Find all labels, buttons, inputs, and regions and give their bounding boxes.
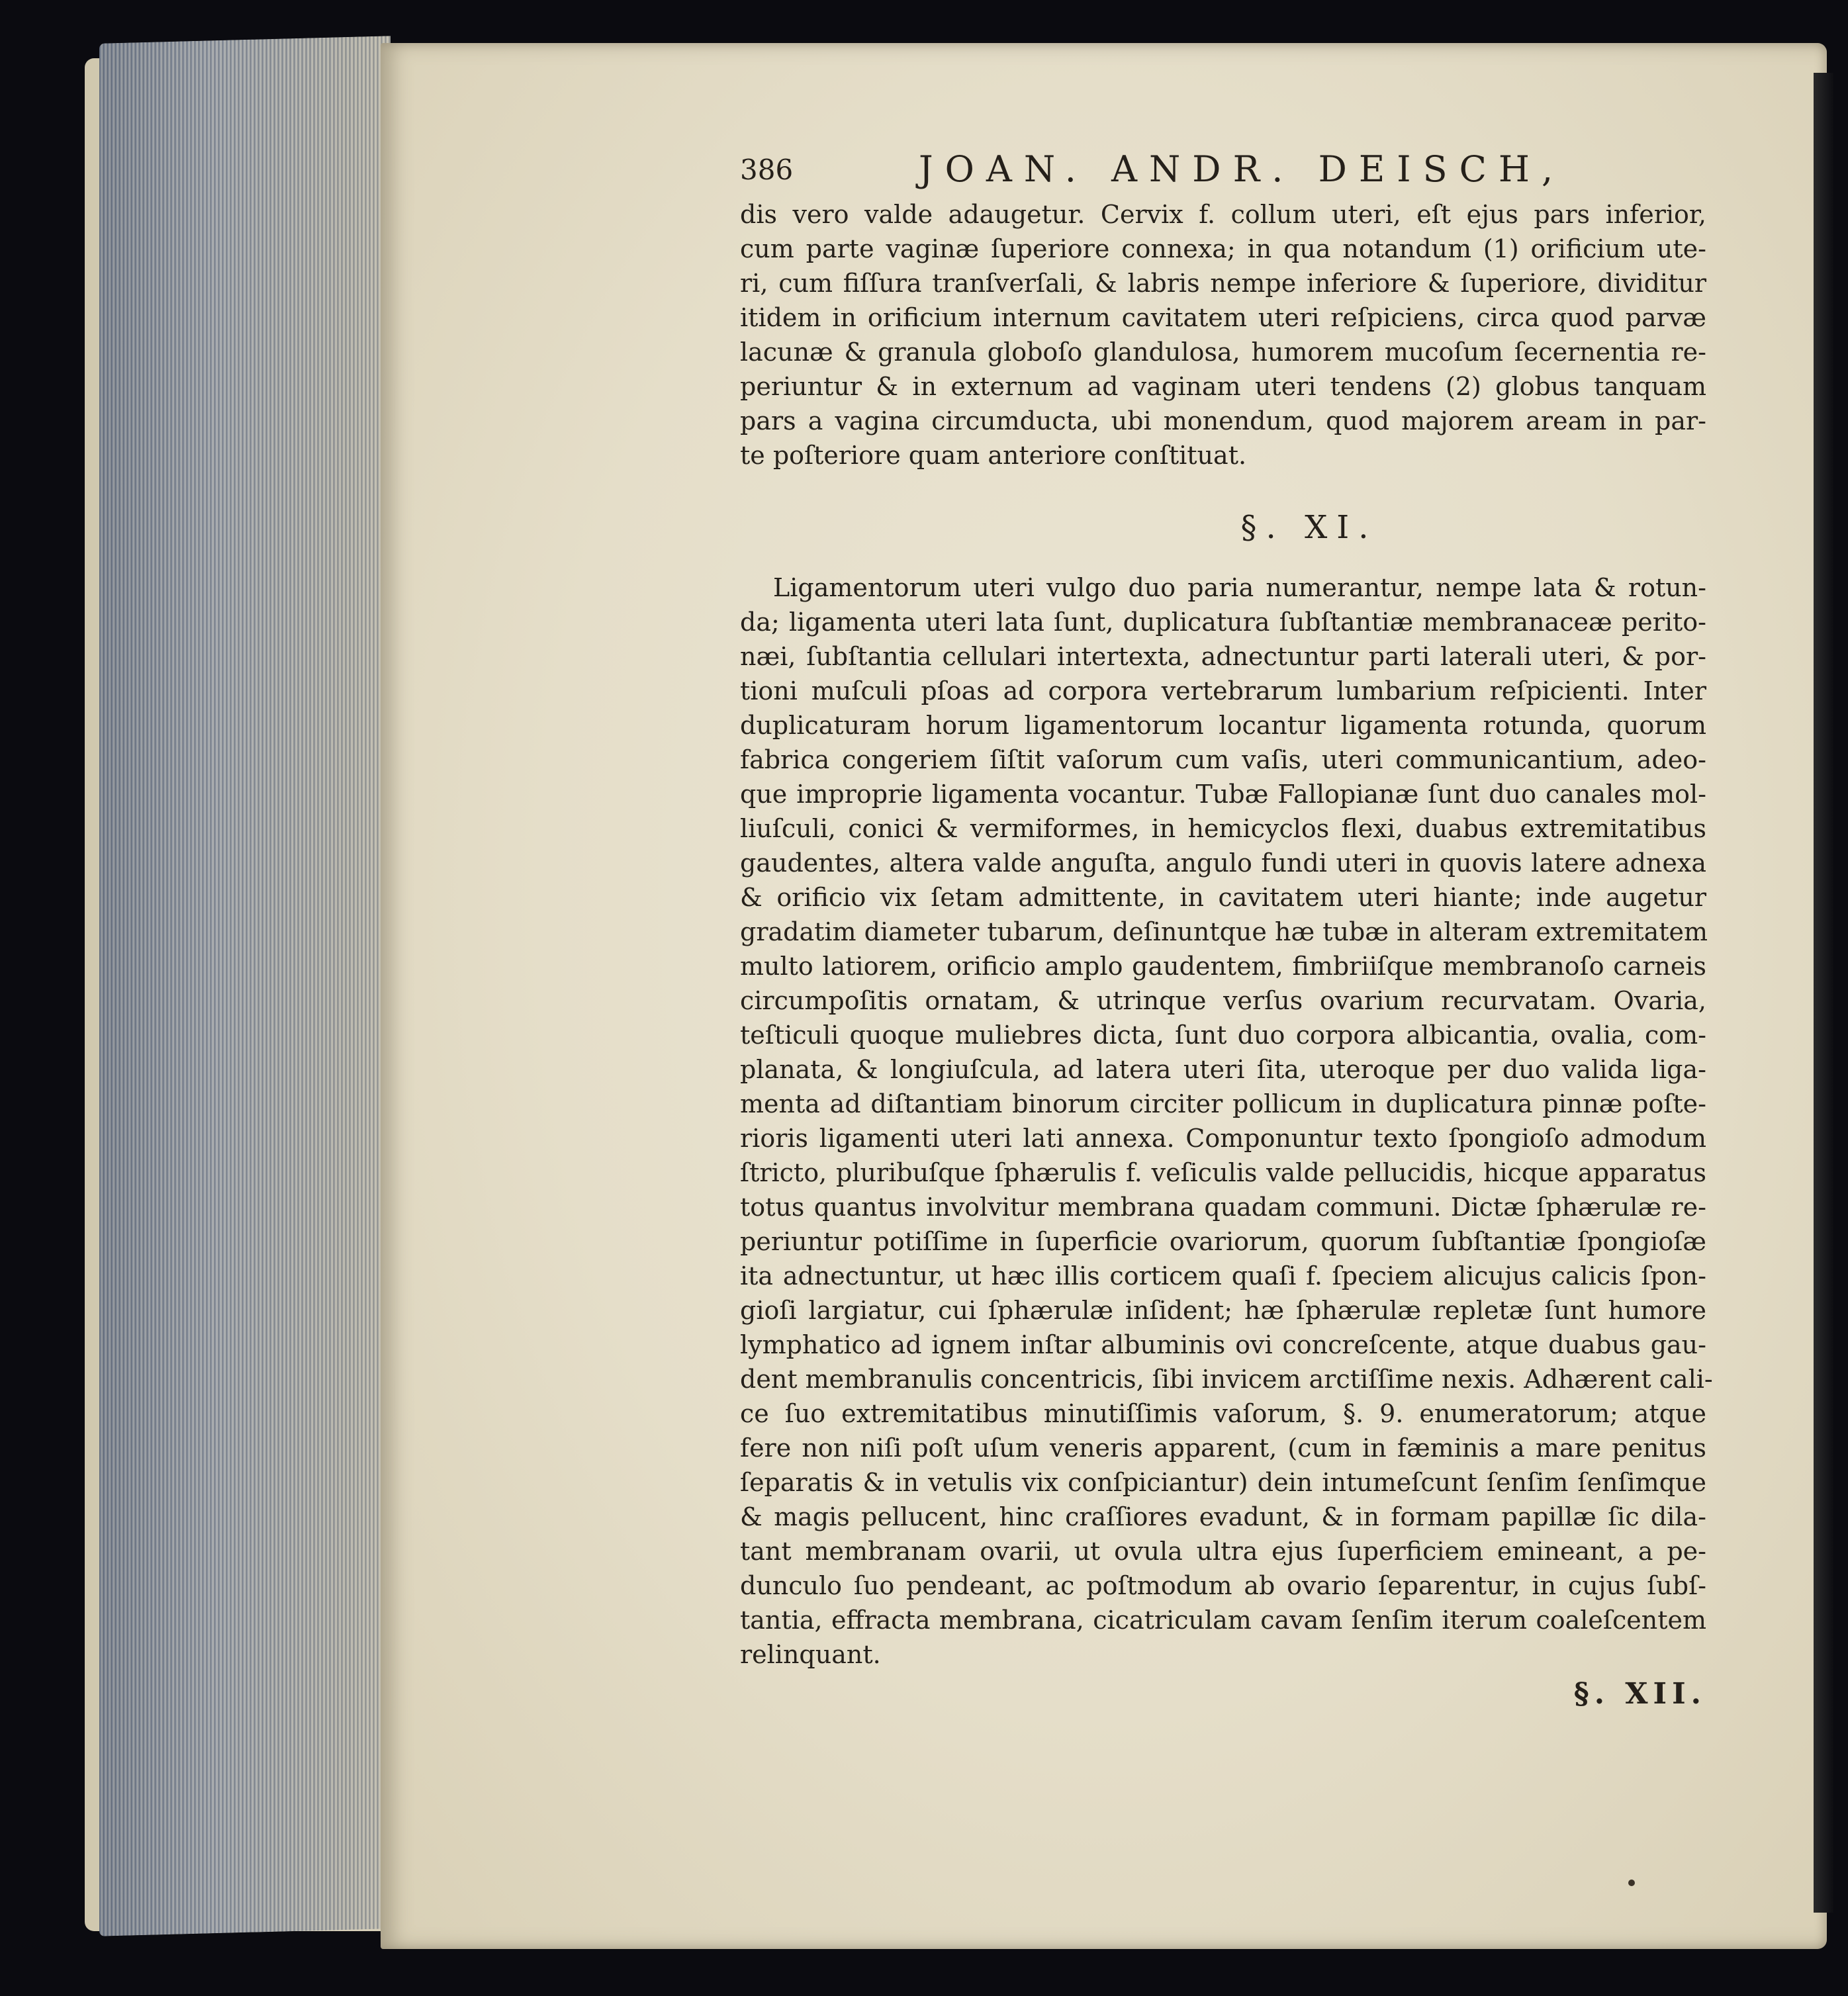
text-line: Ligamentorum uteri vulgo duo paria numerantur, nempe lata & rotun-	[773, 573, 1706, 602]
text-line: fere non niſi poſt uſum veneris apparent, (cum in fæminis a mare penitus	[740, 1433, 1706, 1463]
text-line: menta ad diſtantiam binorum circiter pollicum in duplicatura pinnæ poſte-	[740, 1089, 1706, 1118]
text-line: tioni muſculi pſoas ad corpora vertebrarum lumbarium reſpicienti. Inter	[740, 676, 1706, 705]
text-line: liuſculi, conici & vermiformes, in hemicyclos flexi, duabus extremitatibus	[740, 814, 1706, 843]
text-line: te poſteriore quam anteriore conſtituat.	[740, 441, 1247, 470]
text-line: ce ſuo extremitatibus minutiſſimis vaſorum, §. 9. enumeratorum; atque	[740, 1399, 1706, 1428]
text-line: ſeparatis & in vetulis vix conſpiciantur) dein intumeſcunt ſenſim ſenſimque	[740, 1468, 1706, 1497]
page-number: 386	[740, 154, 794, 186]
binding-shadow	[1814, 73, 1833, 1913]
running-head	[740, 144, 1706, 197]
catchword-row	[740, 1672, 1706, 1711]
page-edges	[99, 36, 391, 1936]
catchword: §. XII.	[1573, 1677, 1706, 1711]
text-line: relinquant.	[740, 1640, 881, 1669]
paragraph-2	[740, 570, 1713, 1672]
text-line: gioſi largiatur, cui ſphærulæ inſident; hæ ſphærulæ repletæ ſunt humore	[740, 1296, 1706, 1325]
text-line: rioris ligamenti uteri lati annexa. Componuntur texto ſpongioſo admodum	[740, 1124, 1706, 1153]
text-line: tantia, effracta membrana, cicatriculam cavam ſenſim iterum coaleſcentem	[740, 1606, 1706, 1635]
text-line: dis vero valde adaugetur. Cervix f. collum uteri, eſt ejus pars inferior,	[740, 200, 1706, 229]
text-line: fabrica congeriem ſiſtit vaſorum cum vaſis, uteri communicantium, adeo-	[740, 745, 1706, 774]
text-line: circumpoſitis ornatam, & utrinque verſus ovarium recurvatam. Ovaria,	[740, 986, 1706, 1015]
text-line: næi, ſubſtantia cellulari intertexta, adnectuntur parti laterali uteri, & por-	[740, 642, 1706, 671]
text-line: lacunæ & granula globoſo glandulosa, humorem mucoſum ſecernentia re-	[740, 338, 1706, 367]
text-line: ſtricto, pluribuſque ſphærulis f. veſiculis valde pellucidis, hicque apparatus	[740, 1158, 1706, 1187]
text-line: gradatim diameter tubarum, deſinuntque hæ tubæ in alteram extremitatem	[740, 917, 1708, 946]
section-heading: §. XI.	[1240, 509, 1378, 546]
text-line: ita adnectuntur, ut hæc illis corticem quaſi f. ſpeciem alicujus calicis ſpon-	[740, 1261, 1706, 1291]
text-line: ri, cum fiſſura tranſverſali, & labris nempe inferiore & ſuperiore, dividitur	[740, 269, 1706, 298]
text-line: duplicaturam horum ligamentorum locantur ligamenta rotunda, quorum	[740, 711, 1706, 740]
text-line: que improprie ligamenta vocantur. Tubæ Fallopianæ ſunt duo canales mol-	[740, 780, 1706, 809]
running-title: JOAN. ANDR. DEISCH,	[919, 148, 1565, 190]
ink-dot	[1628, 1880, 1635, 1886]
text-line: dent membranulis concentricis, ſibi invicem arctiſſime nexis. Adhærent cali-	[740, 1365, 1713, 1394]
text-line: planata, & longiuſcula, ad latera uteri ſita, uteroque per duo valida liga-	[740, 1055, 1706, 1084]
text-line: & magis pellucent, hinc craſſiores evadunt, & in formam papillæ ſic dila-	[740, 1502, 1706, 1531]
text-line: periuntur potiſſime in ſuperficie ovariorum, quorum ſubſtantiæ ſpongioſæ	[740, 1227, 1706, 1256]
paragraph-1	[740, 197, 1706, 473]
text-block	[740, 144, 1713, 1711]
text-line: periuntur & in externum ad vaginam uteri tendens (2) globus tanquam	[740, 372, 1706, 401]
text-line: cum parte vaginæ ſuperiore connexa; in qua notandum (1) orificium ute-	[740, 234, 1706, 263]
text-line: totus quantus involvitur membrana quadam communi. Dictæ ſphærulæ re-	[740, 1193, 1706, 1222]
text-line: dunculo ſuo pendeant, ac poſtmodum ab ovario ſeparentur, in cujus ſubſ-	[740, 1571, 1706, 1600]
text-line: tant membranam ovarii, ut ovula ultra ejus ſuperficiem emineant, a pe-	[740, 1537, 1706, 1566]
text-line: itidem in orificium internum cavitatem uteri reſpiciens, circa quod parvæ	[740, 303, 1706, 332]
text-line: gaudentes, altera valde anguſta, angulo fundi uteri in quovis latere adnexa	[740, 848, 1706, 878]
text-line: da; ligamenta uteri lata ſunt, duplicatura ſubſtantiæ membranaceæ perito-	[740, 608, 1706, 637]
text-line: lymphatico ad ignem inſtar albuminis ovi concreſcente, atque duabus gau-	[740, 1330, 1706, 1359]
text-line: pars a vagina circumducta, ubi monendum, quod majorem aream in par-	[740, 406, 1706, 435]
text-line: teſticuli quoque muliebres dicta, ſunt duo corpora albicantia, ovalia, com-	[740, 1021, 1706, 1050]
text-line: multo latiorem, orificio amplo gaudentem, fimbriiſque membranoſo carneis	[740, 952, 1706, 981]
text-line: & orificio vix ſetam admittente, in cavitatem uteri hiante; inde augetur	[740, 883, 1706, 912]
